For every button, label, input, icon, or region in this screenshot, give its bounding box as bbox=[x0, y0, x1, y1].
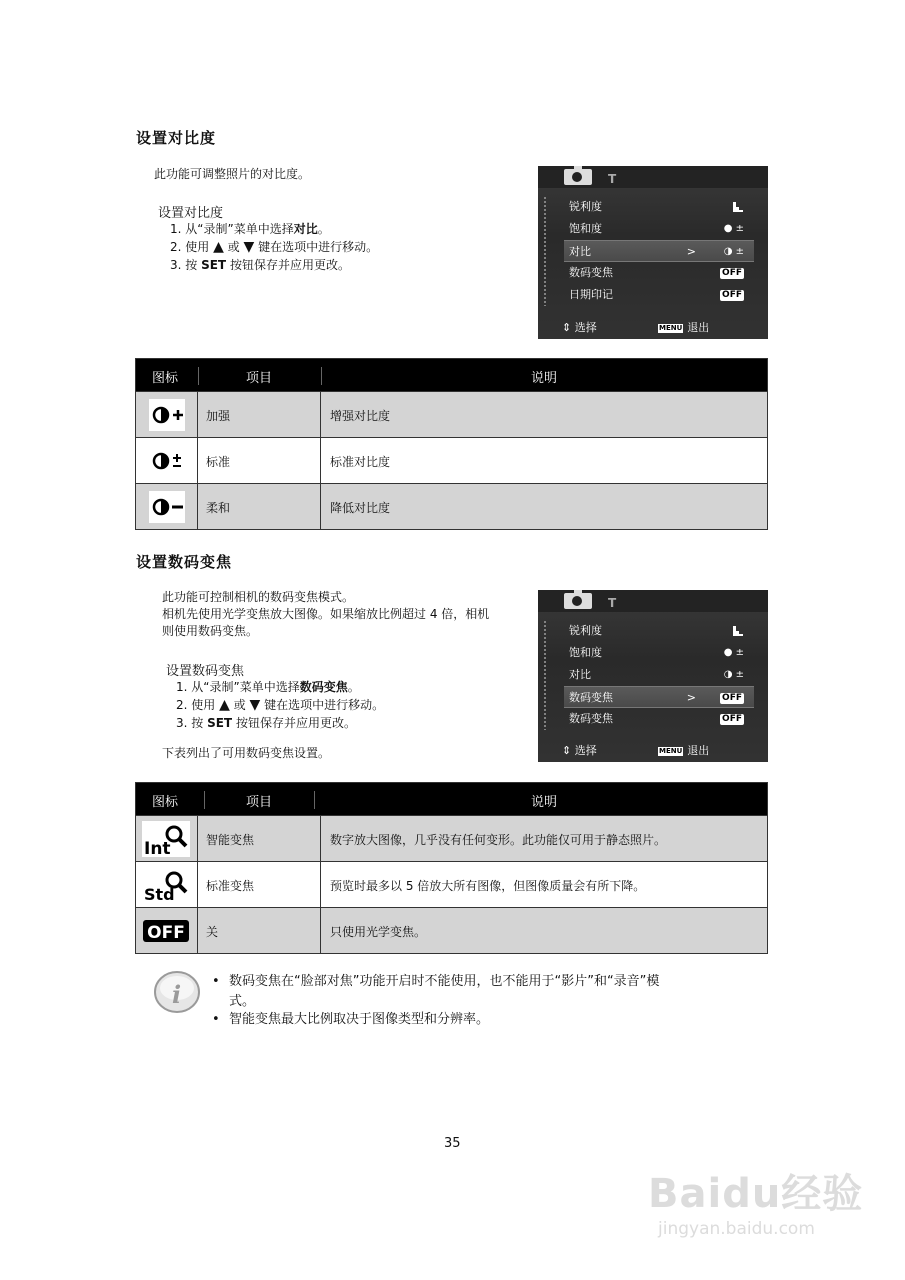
menu-item-sharpness: 锐利度 bbox=[564, 196, 754, 218]
camera-menu-digital-zoom bbox=[538, 590, 768, 762]
menu-button-icon: MENU bbox=[659, 747, 683, 755]
info-icon bbox=[152, 966, 202, 1016]
page-number: 35 bbox=[444, 1136, 461, 1151]
svg-text:OFF: OFF bbox=[147, 923, 185, 943]
table-row: 柔和 降低对比度 bbox=[136, 483, 767, 529]
table-header: 图标 项目 说明 bbox=[136, 359, 767, 391]
svg-text:Std: Std bbox=[144, 885, 175, 903]
standard-zoom-icon bbox=[142, 867, 190, 903]
table-row: 标准 标准对比度 bbox=[136, 437, 767, 483]
contrast-steps bbox=[170, 220, 378, 274]
intelligent-zoom-icon bbox=[142, 821, 190, 857]
menu-item-sharpness: 锐利度 bbox=[564, 620, 754, 642]
contrast-table bbox=[135, 358, 768, 530]
zoom-off-icon bbox=[142, 915, 190, 947]
contrast-plus-icon bbox=[149, 399, 185, 431]
table-row: OFF 关 只使用光学变焦。 bbox=[136, 907, 767, 953]
contrast-minus-icon bbox=[149, 491, 185, 523]
contrast-icon: ◑ bbox=[723, 246, 733, 257]
menu-item-saturation: 饱和度 ● ± bbox=[569, 646, 744, 659]
section-title-digital-zoom: 设置数码变焦 bbox=[136, 553, 233, 571]
up-arrow-icon: ▲ bbox=[219, 697, 230, 713]
step-3: 3. 按 SET 按钮保存并应用更改。 bbox=[170, 258, 350, 272]
contrast-icon: ◑ bbox=[723, 669, 733, 680]
svg-text:i: i bbox=[172, 980, 182, 1009]
chevron-right-icon: > bbox=[686, 691, 696, 704]
zoom-steps bbox=[176, 678, 384, 732]
contrast-standard-icon bbox=[149, 445, 185, 477]
camera-tab-icon bbox=[564, 169, 592, 185]
table-row: Std 标准变焦 预览时最多以 5 倍放大所有图像，但图像质量会有所下降。 bbox=[136, 861, 767, 907]
step-2: 2. 使用 ▲ 或 ▼ 键在选项中进行移动。 bbox=[176, 697, 385, 713]
menu-item-digital-zoom-2: 数码变焦 OFF bbox=[569, 712, 742, 725]
zoom-subtitle: 设置数码变焦 bbox=[166, 664, 245, 679]
step-1: 1. 从“录制”菜单中选择对比。 bbox=[170, 222, 330, 236]
sharpness-icon bbox=[732, 201, 744, 213]
menu-item-digital-zoom: 数码变焦 OFF bbox=[569, 266, 742, 279]
step-1: 1. 从“录制”菜单中选择数码变焦。 bbox=[176, 680, 360, 694]
camera-tab-icon bbox=[564, 593, 592, 609]
digital-zoom-table bbox=[135, 782, 768, 954]
contrast-subtitle: 设置对比度 bbox=[158, 206, 224, 221]
drop-icon: ● bbox=[723, 223, 733, 234]
table-header: 图标 项目 说明 bbox=[136, 783, 767, 815]
menu-item-contrast: 对比 ◑ ± bbox=[569, 668, 744, 681]
sharpness-icon bbox=[732, 625, 744, 637]
contrast-intro: 此功能可调整照片的对比度。 bbox=[154, 167, 311, 181]
setup-tab-icon: T bbox=[608, 596, 617, 610]
down-arrow-icon: ▼ bbox=[243, 239, 255, 255]
menu-item-date-stamp: 日期印记 OFF bbox=[569, 288, 742, 301]
svg-text:Int: Int bbox=[144, 839, 171, 857]
zoom-list-intro: 下表列出了可用数码变焦设置。 bbox=[162, 746, 331, 760]
step-3: 3. 按 SET 按钮保存并应用更改。 bbox=[176, 716, 356, 730]
note-1: 数码变焦在“脸部对焦”功能开启时不能使用，也不能用于“影片”和“录音”模 式。 bbox=[229, 974, 660, 1009]
step-2: 2. 使用 ▲ 或 ▼ 键在选项中进行移动。 bbox=[170, 239, 379, 255]
drop-icon: ● bbox=[723, 647, 733, 658]
watermark: Baidu经验 jingyan.baidu.com bbox=[648, 1171, 864, 1239]
up-arrow-icon: ▲ bbox=[213, 239, 224, 255]
zoom-intro: 此功能可控制相机的数码变焦模式。 相机先使用光学变焦放大图像。如果缩放比例超过 4 倍，相机 则使用数码变焦。 bbox=[162, 590, 490, 638]
menu-item-saturation: 饱和度 ● ± bbox=[569, 222, 744, 235]
menu-footer: ⇕ 选择 MENU 退出 bbox=[562, 321, 710, 334]
menu-button-icon: MENU bbox=[659, 324, 683, 332]
section-title-contrast: 设置对比度 bbox=[136, 129, 217, 147]
down-arrow-icon: ▼ bbox=[249, 697, 261, 713]
navigate-icon: ⇕ bbox=[562, 321, 572, 334]
camera-menu-contrast bbox=[538, 166, 768, 339]
navigate-icon: ⇕ bbox=[562, 744, 572, 757]
chevron-right-icon: > bbox=[686, 245, 696, 258]
table-row: 加强 增强对比度 bbox=[136, 391, 767, 437]
table-row: Int 智能变焦 数字放大图像，几乎没有任何变形。此功能仅可用于静态照片。 bbox=[136, 815, 767, 861]
note-2: 智能变焦最大比例取决于图像类型和分辨率。 bbox=[229, 1012, 490, 1027]
menu-item-digital-zoom: 数码变焦 > OFF bbox=[564, 686, 754, 708]
setup-tab-icon: T bbox=[608, 172, 617, 186]
menu-item-contrast: 对比 > ◑ ± bbox=[564, 240, 754, 262]
menu-footer: ⇕ 选择 MENU 退出 bbox=[562, 744, 710, 757]
